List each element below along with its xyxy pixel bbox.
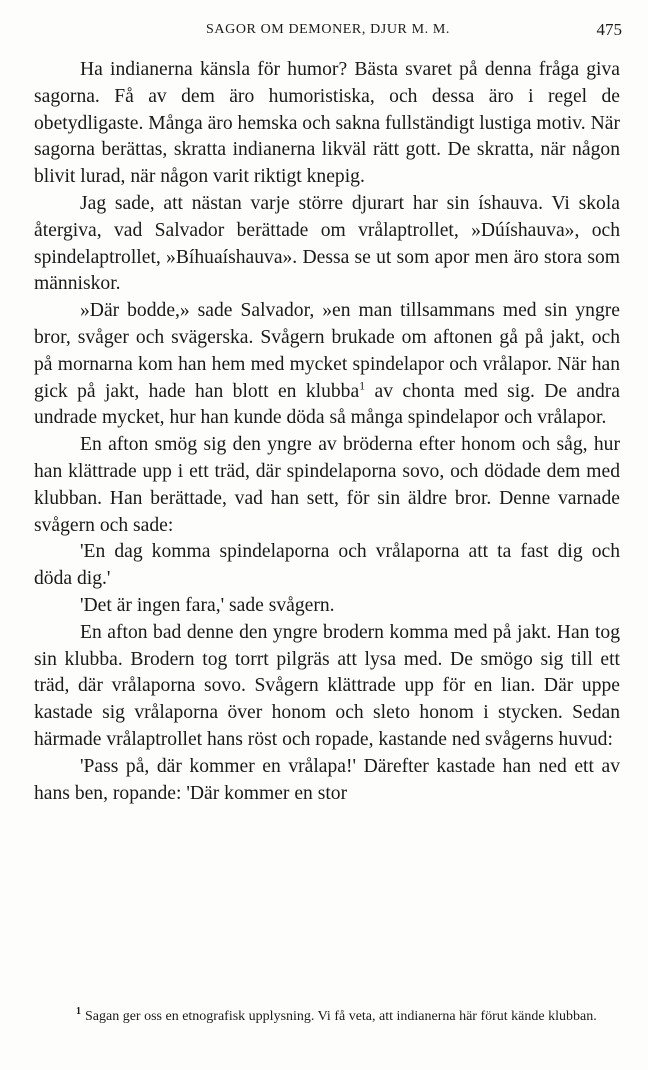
paragraph: Ha indianerna känsla för humor? Bästa svaret på denna fråga giva sagorna. Få av dem äro humoristiska, och dessa äro i regel de obetydligaste. Många äro hemska och sakna fullständigt lustiga motiv. När sagorna berättas, skratta indianerna likväl rätt gott. De skratta, när någon blivit lurad, när någon varit riktigt knepig. [34, 59, 620, 188]
paragraph: 'En dag komma spindelaporna och vrålaporna att ta fast dig och döda dig.' [34, 541, 620, 590]
paragraph: En afton smög sig den yngre av bröderna efter honom och såg, hur han klättrade upp i ett träd, där spindelaporna sovo, och dödade dem med klubban. Han berättade, vad han sett, för sin äldre bror. Denne varnade svågern och sade: [34, 434, 620, 536]
footnote [34, 1008, 626, 1025]
paragraph-text: »Där bodde,» sade Salvador, »en man tillsammans med sin yngre bror, svåger och svägerska. Svågern brukade om aftonen gå på jakt, och på mornarna kom han hem med mycket spindelapor och vrålapor. När han gick på jakt, hade han blott en klubba [34, 300, 620, 402]
paragraph: En afton bad denne den yngre brodern komma med på jakt. Han tog sin klubba. Brodern tog torrt pilgräs att lysa med. De smögo sig till ett träd, där vrålaporna sovo. Svågern klättrade upp för en lian. Där uppe kastade sig vrålaporna över honom och sleto honom i stycken. Sedan härmade vrålaptrollet hans röst och ropade, kastande ned svågerns huvud: [34, 621, 620, 750]
running-title: SAGOR OM DEMONER, DJUR M. M. [206, 22, 450, 37]
paragraph [34, 298, 620, 432]
paragraph-text-continued: av chonta med sig. De andra undrade mycket, hur han kunde döda så många spindelapor och vrålapor. [34, 380, 621, 429]
page-number: 475 [596, 20, 622, 39]
footnote-number: 1 [76, 1006, 81, 1018]
paragraph: 'Pass på, där kommer en vrålapa!' Därefter kastade han ned ett av hans ben, ropande: 'Där kommer en stor [34, 755, 620, 804]
footnote-marker: 1 [359, 378, 366, 393]
paragraph: Jag sade, att nästan varje större djurart har sin íshauva. Vi skola återgiva, vad Salvador berättade om vrålaptrollet, »Dúíshauva», och spindelaptrollet, »Bíhuaíshauva». Dessa se ut som apor men äro stora som människor. [34, 192, 620, 295]
paragraph: 'Det är ingen fara,' sade svågern. [80, 594, 335, 616]
footnote-text: Sagan ger oss en etnografisk upplysning. Vi få veta, att indianerna här förut kände klubban. [85, 1009, 597, 1024]
body-text [34, 57, 620, 807]
running-head [34, 18, 622, 42]
footnote-paragraph [34, 1008, 626, 1025]
